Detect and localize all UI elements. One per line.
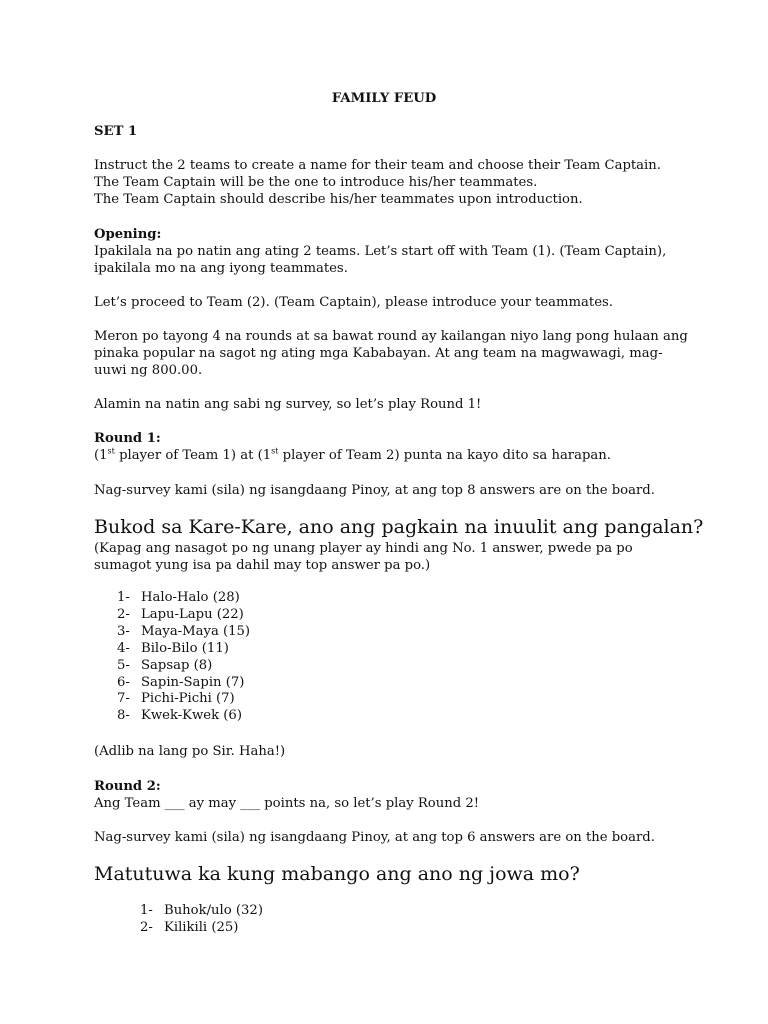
instruction-line: The Team Captain should describe his/her teammates upon introduction.: [94, 192, 583, 207]
answer-item: [117, 590, 250, 607]
answer-number: 8-: [117, 708, 130, 724]
answer-number: 1-: [140, 903, 153, 918]
round1-note-line: sumagot yung isa pa dahil may top answer pa po.): [94, 558, 431, 573]
answer-item: [140, 903, 263, 920]
ordinal-suffix: st: [107, 446, 115, 456]
answer-item: [117, 658, 250, 675]
answer-text: Buhok/ulo (32): [164, 903, 263, 918]
answer-item: [117, 708, 250, 725]
answer-text: Kilikili (25): [164, 919, 239, 935]
answer-item: [117, 691, 250, 708]
set-label: SET 1: [94, 124, 138, 139]
answer-number: 4-: [117, 640, 130, 656]
proceed-line: Let’s proceed to Team (2). (Team Captain), please introduce your teammates.: [94, 295, 613, 310]
round1-note-line: (Kapag ang nasagot po ng unang player ay hindi ang No. 1 answer, pwede pa po: [94, 541, 633, 556]
answer-item: [117, 641, 250, 658]
opening-line: ipakilala mo na ang iyong teammates.: [94, 261, 348, 276]
answer-item: [140, 920, 263, 937]
players-text-a: (1: [94, 448, 108, 463]
adlib-note: (Adlib na lang po Sir. Haha!): [94, 744, 286, 759]
round1-heading: Round 1:: [94, 431, 161, 446]
answer-item: [117, 675, 250, 692]
answer-text: Kwek-Kwek (6): [141, 708, 242, 724]
round1-question: Bukod sa Kare-Kare, ano ang pagkain na inuulit ang pangalan?: [94, 516, 704, 538]
answer-number: 5-: [117, 657, 130, 673]
rounds-line: pinaka popular na sagot ng ating mga Kababayan. At ang team na magwawagi, mag-: [94, 346, 663, 361]
answer-text: Sapin-Sapin (7): [141, 674, 245, 690]
document-page: [94, 0, 704, 1024]
round2-points-line: Ang Team ___ ay may ___ points na, so let’s play Round 2!: [94, 796, 480, 811]
players-text-b: player of Team 1) at (1: [114, 448, 272, 463]
instruction-line: Instruct the 2 teams to create a name for their team and choose their Team Captain.: [94, 158, 661, 173]
document-title: FAMILY FEUD: [331, 91, 437, 106]
round1-answer-list: [117, 590, 250, 725]
round2-survey-note: Nag-survey kami (sila) ng isangdaang Pinoy, at ang top 6 answers are on the board.: [94, 830, 655, 845]
rounds-line: Meron po tayong 4 na rounds at sa bawat round ay kailangan niyo lang pong hulaan ang: [94, 329, 688, 344]
round2-heading: Round 2:: [94, 779, 161, 794]
answer-number: 2-: [140, 919, 153, 935]
answer-text: Bilo-Bilo (11): [141, 640, 229, 656]
answer-number: 6-: [117, 674, 130, 690]
answer-number: 1-: [117, 590, 130, 605]
rounds-line: uuwi ng 800.00.: [94, 363, 203, 378]
players-text-c: player of Team 2) punta na kayo dito sa harapan.: [278, 448, 611, 463]
answer-text: Maya-Maya (15): [141, 623, 251, 639]
round2-question: Matutuwa ka kung mabango ang ano ng jowa mo?: [94, 863, 580, 885]
opening-heading: Opening:: [94, 227, 162, 242]
opening-line: Ipakilala na po natin ang ating 2 teams. Let’s start off with Team (1). (Team Captain),: [94, 244, 667, 259]
answer-number: 2-: [117, 606, 130, 622]
answer-number: 7-: [117, 691, 130, 707]
survey-intro: Alamin na natin ang sabi ng survey, so let’s play Round 1!: [94, 397, 482, 412]
answer-item: [117, 624, 250, 641]
answer-text: Pichi-Pichi (7): [141, 691, 235, 707]
round1-survey-note: Nag-survey kami (sila) ng isangdaang Pinoy, at ang top 8 answers are on the board.: [94, 483, 655, 498]
answer-item: [117, 607, 250, 624]
round2-answer-list: [140, 903, 263, 937]
instruction-line: The Team Captain will be the one to introduce his/her teammates.: [94, 175, 538, 190]
answer-text: Halo-Halo (28): [141, 590, 240, 605]
answer-text: Sapsap (8): [141, 657, 213, 673]
answer-number: 3-: [117, 623, 130, 639]
ordinal-suffix: st: [271, 446, 279, 456]
answer-text: Lapu-Lapu (22): [141, 606, 244, 622]
round1-players-line: [94, 447, 611, 464]
